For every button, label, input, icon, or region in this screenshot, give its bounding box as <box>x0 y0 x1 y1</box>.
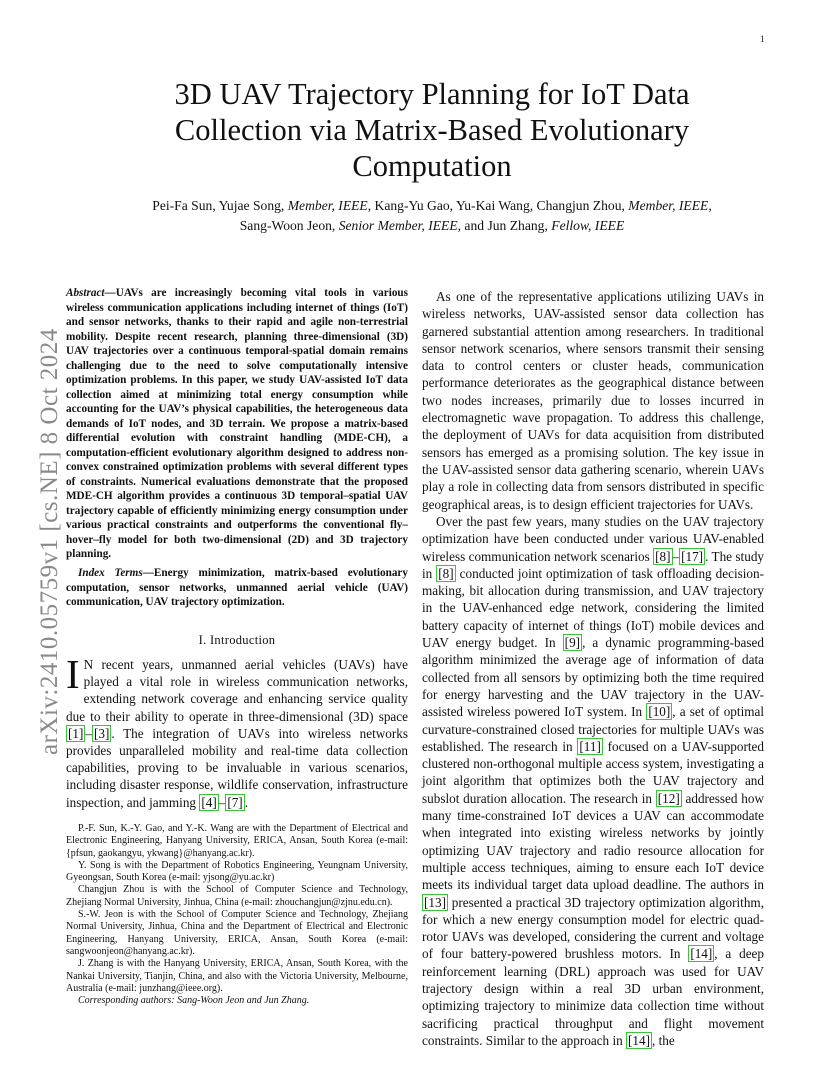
citation-link[interactable]: [8] <box>438 565 454 581</box>
index-terms-text: —Energy minimization, matrix-based evolutionary computation, sensor networks, unmanned aerial vehicle (UAV) communication, UAV trajectory optimization. <box>66 567 408 608</box>
corresponding-authors: Corresponding authors: Sang-Woon Jeon and Jun Zhang. <box>78 995 310 1007</box>
author-line: Pei-Fa Sun, Yujae Song, Member, IEEE, Kang-Yu Gao, Yu-Kai Wang, Changjun Zhou, Member, IEEE, <box>152 198 712 213</box>
footnote: P.-F. Sun, K.-Y. Gao, and Y.-K. Wang are with the Department of Electrical and Electronic Engineering, Hanyang University, ERICA, Ansan, South Korea (e-mail: {pfsun, gaokangyu, ykwang}@hanyang.ac.kr). <box>66 823 408 859</box>
abstract <box>66 286 408 562</box>
citation-link[interactable]: [4] <box>201 794 217 810</box>
citation-link[interactable]: [17] <box>681 548 704 564</box>
author-list <box>66 196 798 236</box>
title-line: 3D UAV Trajectory Planning for IoT Data <box>174 77 690 111</box>
footnotes <box>66 823 408 1007</box>
arxiv-identifier: arXiv:2410.05759v1 [cs.NE] 8 Oct 2024 <box>36 328 63 755</box>
footnote: S.-W. Jeon is with the School of Computer Science and Technology, Zhejiang Normal University, Jinhua, China and the Department of Electrical and Electronic Engineering, Hanyang University, ERICA, Ansan, South Korea (e-mail: sangwoonjeon@hanyang.ac.kr). <box>66 909 408 957</box>
abstract-label: Abstract <box>66 287 105 299</box>
citation-link[interactable]: [3] <box>93 725 110 741</box>
index-terms-label: Index Terms <box>78 567 143 579</box>
footnote: Y. Song is with the Department of Robotics Engineering, Yeungnam University, Gyeongsan, South Korea (e-mail: yjsong@yu.ac.kr) <box>66 859 408 884</box>
citation-link[interactable]: [11] <box>579 738 601 754</box>
body-paragraph: As one of the representative applications utilizing UAVs in wireless networks, UAV-assisted sensor data collection has garnered substantial attention among researchers. In traditional sensor network scenarios, where sensors transmit their sensing data to control centers or cluster heads, communication performance deteriorates as the geographical distance between two nodes increases, primarily due to losses incurred in electromagnetic wave propagation. To address this challenge, the deployment of UAVs for data acquisition from distributed sensors has emerged as a promising solution. The key issue in the UAV-assisted sensor data gathering scenario, wherein UAVs play a role in collecting data from sensors distributed in specific geographical areas, is to design efficient trajectories for UAVs. <box>422 289 764 512</box>
title-line: Computation <box>352 149 512 183</box>
footnote: J. Zhang is with the Hanyang University, ERICA, Ansan, South Korea, with the Nankai University, Tianjin, China, and also with the Victoria University, Melbourne, Australia (e-mail: junzhang@ieee.org). <box>66 958 408 994</box>
citation-link[interactable]: [10] <box>648 704 671 720</box>
citation-link[interactable]: [9] <box>564 635 581 651</box>
citation-link[interactable]: [1] <box>68 725 84 741</box>
paper-title <box>66 76 798 184</box>
body-paragraph: Over the past few years, many studies on the UAV trajectory optimization have been conducted under various UAV-enabled wireless communication network scenarios [8] – [17] . The study in [8] conducted joint optimization of task offloading decision-making, bit allocation during transmission, and UAV trajectory in the UAV-enhanced edge network, considering the limited battery capacity of internet of things (IoT) mobile devices and UAV energy budget. In [9] , a dynamic programming-based algorithm minimized the average age of information of data collected from all sensors by optimizing both the time required for energy harvesting and the UAV trajectory in the UAV-assisted wireless powered IoT system. In [10] , a set of optimal curvature-constrained closed trajectories for multiple UAVs was established. The research in [11] focused on a UAV-supported clustered non-orthogonal multiple access system, investigating a joint algorithm that optimizes both the UAV trajectory and subslot duration allocation. The research in [12] addressed how many time-constrained IoT devices a UAV can accommodate when integrated into existing wireless networks by jointly optimizing UAV trajectory and radio resource allocation for multiple access techniques, aiming to ensure each IoT device meets its individual target data upload deadline. The authors in [13] presented a practical 3D trajectory optimization algorithm, for which a new energy consumption model for electric quad-rotor UAVs was developed, considering the current and voltage of four battery-powered brushless motors. In [14] , a deep reinforcement learning (DRL) approach was used for UAV trajectory design within a real 3D urban environment, optimizing trajectory to minimize data collection time without sacrificing practical throughput and flight movement constraints. Similar to the approach in [14] , the <box>422 514 765 1048</box>
abstract-text: —UAVs are increasingly becoming vital tools in various wireless communication applications including internet of things (IoT) and sensor networks, thanks to their rapid and agile non-terrestrial mobility. Despite recent research, planning three-dimensional (3D) UAV trajectories over a continuous temporal-spatial domain remains challenging due to the need to solve computationally intensive optimization problems. In this paper, we study UAV-assisted IoT data collection aimed at minimizing total energy consumption while accounting for the UAV’s physical capabilities, the heterogeneous data demands of IoT nodes, and 3D terrain. We propose a matrix-based differential evolution with constraint handling (MDE-CH), a computation-efficient evolutionary algorithm designed to address non-convex constrained optimization problems with several different types of constraints. Numerical evaluations demonstrate that the proposed MDE-CH algorithm provides a continuous 3D temporal–spatial UAV trajectory capable of efficiently minimizing energy consumption under various practical constraints and outperforms the conventional fly–hover–fly model for both two-dimensional (2D) and 3D trajectory planning. <box>66 287 408 560</box>
index-terms <box>66 566 408 610</box>
citation-link[interactable]: [14] <box>690 946 713 962</box>
intro-paragraph: I N recent years, unmanned aerial vehicles (UAVs) have played a vital role in wireless communication networks, extending network coverage and enhancing service quality due to their ability to operate in three-dimensional (3D) space [1] – [3] . The integration of UAVs into wireless networks provides unparalleled mobility and real-time data collection capabilities, proving to be invaluable in various scenarios, including disaster response, wildlife conservation, infrastructure inspection, and jamming [4] – [7] . <box>66 651 408 810</box>
citation-link[interactable]: [8] <box>655 548 671 564</box>
citation-link[interactable]: [7] <box>227 794 243 810</box>
footnote: Changjun Zhou is with the School of Computer Science and Technology, Zhejiang Normal University, Jinhua, China (e-mail: zhouchangjun@zjnu.edu.cn). <box>66 884 408 908</box>
section-heading: I. Introduction <box>198 633 276 647</box>
page-number: 1 <box>760 34 765 44</box>
citation-link[interactable]: [13] <box>424 894 446 910</box>
citation-link[interactable]: [12] <box>657 790 680 806</box>
citation-link[interactable]: [14] <box>628 1032 650 1048</box>
title-line: Collection via Matrix-Based Evolutionary <box>174 113 690 147</box>
author-line: Sang-Woon Jeon, Senior Member, IEEE, and Jun Zhang, Fellow, IEEE <box>239 218 625 233</box>
drop-cap: I <box>66 651 80 697</box>
